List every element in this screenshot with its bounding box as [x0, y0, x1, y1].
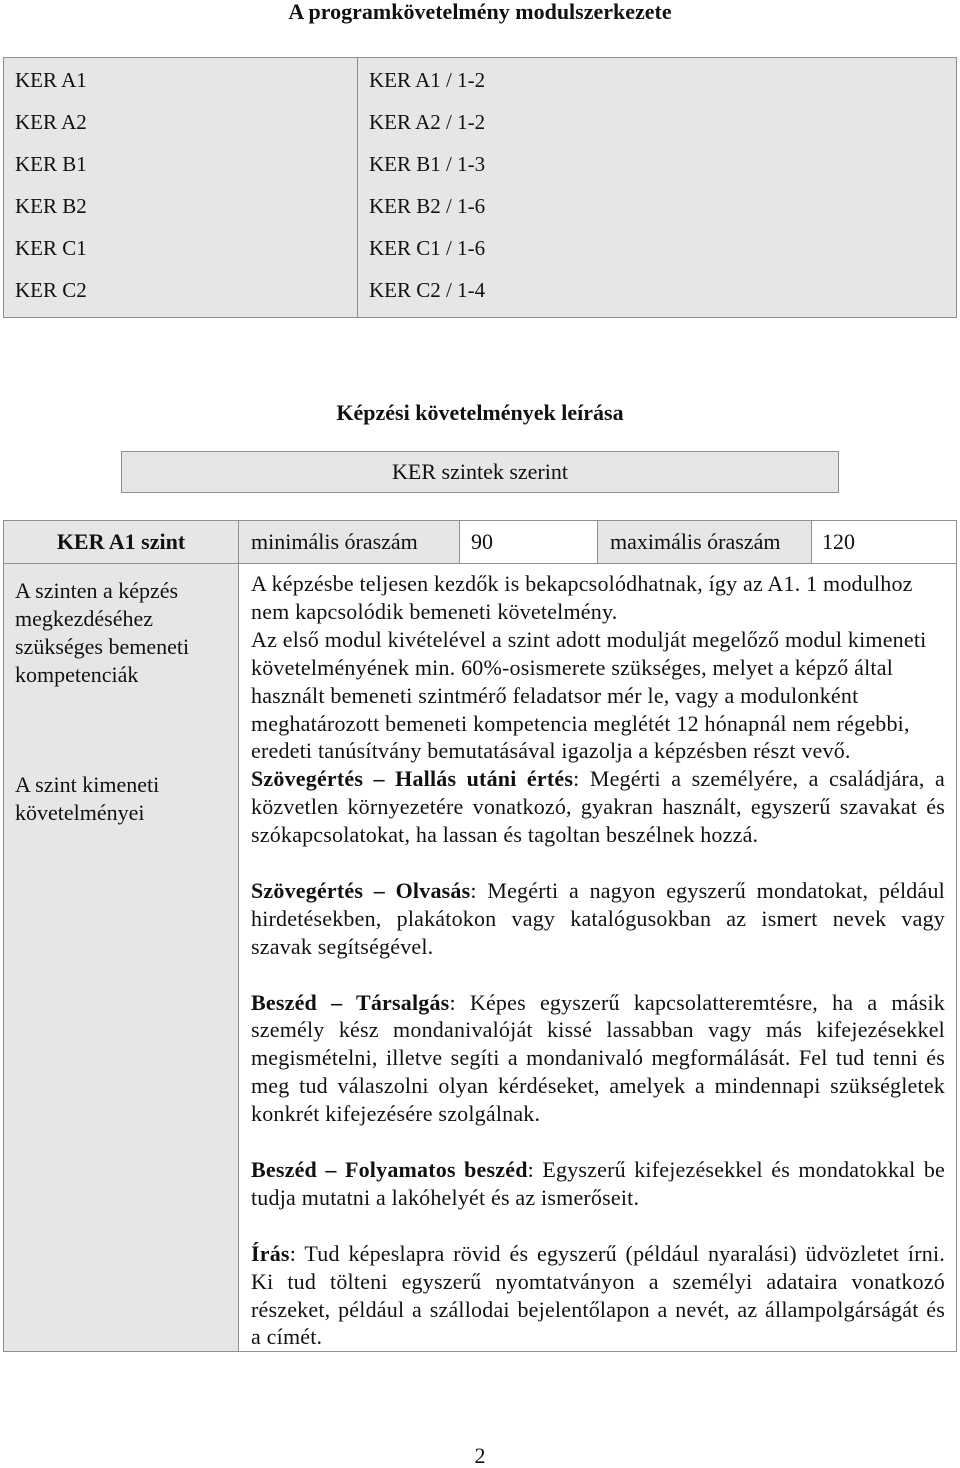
text-line: nem kapcsolódik bemeneti követelmény. — [251, 598, 618, 624]
table-row — [4, 101, 956, 143]
modules-cell: KER C1 / 1-6 — [369, 236, 486, 260]
row-content-cell — [239, 765, 956, 1351]
label-line: megkezdéséhez — [15, 605, 154, 631]
skill-label: Szövegértés – Olvasás — [251, 877, 471, 903]
text-run: : Egyszerű kifejezésekkel és mondatokkal be — [527, 1156, 945, 1182]
text-line: használt bemeneti szintmérő feladatsor mér le, vagy a modulonként — [251, 682, 859, 708]
skill-paragraph-reading — [251, 877, 945, 961]
skill-label: Szövegértés – Hallás utáni értés — [251, 766, 574, 792]
text-line: konkrét kifejezésére szolgálnak. — [251, 1101, 541, 1127]
row-label-cell — [4, 765, 239, 1351]
module-structure-table — [3, 57, 957, 318]
modules-cell: KER B2 / 1-6 — [369, 194, 486, 218]
table-row — [4, 59, 956, 101]
skill-paragraph-speaking — [251, 1156, 945, 1212]
output-requirements-row — [4, 765, 956, 1351]
text-line: tudja mutatni a lakóhelyét és az ismerőseit. — [251, 1184, 640, 1210]
text-line: követelményének min. 60%-osismerete szükséges, melyet a képző által — [251, 654, 894, 680]
text-run: : Képes egyszerű kapcsolatteremtésre, ha a másik — [449, 989, 945, 1015]
modules-cell: KER C2 / 1-4 — [369, 278, 486, 302]
page-number: 2 — [474, 1443, 486, 1468]
row-label-cell — [4, 564, 239, 765]
modules-cell: KER B1 / 1-3 — [369, 152, 486, 176]
modules-cell: KER A1 / 1-2 — [369, 68, 486, 92]
skill-paragraph-writing — [251, 1240, 945, 1352]
text-line: meghatározott bemeneti kompetencia meglétét 12 hónapnál nem régebbi, — [251, 710, 910, 736]
table-row — [4, 269, 956, 311]
text-line: a címét. — [251, 1324, 323, 1350]
row-content-cell — [239, 564, 956, 765]
text-line: szavak segítségével. — [251, 933, 434, 959]
level-cell: KER B2 — [15, 194, 87, 218]
text-run: : Megérti a nagyon egyszerű mondatokat, például — [470, 877, 945, 903]
text-line — [251, 1156, 945, 1184]
min-hours-label-cell: minimális óraszám — [239, 521, 460, 563]
text-line: meg tud válaszolni olyan kérdéseket, amelyek a mindennapi szükségletek — [251, 1073, 945, 1099]
text-run: : Tud képeslapra rövid és egyszerű (például nyaralási) üdvözletet írni. — [289, 1240, 945, 1266]
level-cell: KER A2 — [15, 110, 87, 134]
skill-label: Írás — [251, 1240, 290, 1266]
text-line: részeket, például a szállodai bejelentőlapon a nevét, az állampolgárságát és — [251, 1296, 945, 1322]
section-heading: Képzési követelmények leírása — [336, 400, 624, 425]
text-line — [251, 1240, 945, 1268]
table-row — [4, 143, 956, 185]
text-line — [251, 989, 945, 1017]
text-line: eredeti tanúsítvány bemutatásával igazolja a képzésben részt vevő. — [251, 738, 851, 764]
text-line: Az első modul kivételével a szint adott modulját megelőző modul kimeneti — [251, 626, 927, 652]
table-row — [4, 185, 956, 227]
skill-paragraph-conversation — [251, 989, 945, 1129]
page-title: A programkövetelmény modulszerkezete — [288, 0, 672, 24]
requirements-table — [3, 520, 957, 1352]
level-cell: KER C1 — [15, 236, 87, 260]
skill-label: Beszéd – Társalgás — [251, 989, 450, 1015]
table-row — [4, 227, 956, 269]
text-line: megismételni, illetve segíti a mondanivaló megformálását. Fel tud tenni és — [251, 1045, 945, 1071]
max-hours-label-cell: maximális óraszám — [598, 521, 812, 563]
label-line: kompetenciák — [15, 661, 139, 687]
min-hours-value-cell: 90 — [460, 521, 598, 563]
text-line: Ki tud tölteni egyszerű nyomtatványon a személyi adataira vonatkozó — [251, 1268, 945, 1294]
label-line: A szint kimeneti — [15, 772, 160, 798]
level-cell: KER B1 — [15, 152, 87, 176]
label-line: szükséges bemeneti — [15, 633, 190, 659]
text-line — [251, 877, 945, 905]
max-hours-value-cell: 120 — [822, 529, 855, 554]
input-competencies-row — [4, 564, 956, 765]
label-line: A szinten a képzés — [15, 578, 179, 603]
level-header-cell: KER A1 szint — [4, 521, 239, 563]
header-row — [4, 521, 956, 564]
column-divider — [357, 58, 358, 317]
text-line: szókapcsolatokat, ha lassan és tagoltan beszélnek hozzá. — [251, 822, 759, 848]
level-cell: KER A1 — [15, 68, 87, 92]
level-cell: KER C2 — [15, 278, 87, 302]
text-line: A képzésbe teljesen kezdők is bekapcsolódhatnak, így az A1. 1 modulhoz — [251, 571, 913, 596]
text-line — [251, 765, 945, 793]
skill-paragraph-listening — [251, 765, 945, 849]
skill-label: Beszéd – Folyamatos beszéd — [251, 1156, 528, 1182]
subheading-box: KER szintek szerint — [121, 451, 839, 493]
text-line: hirdetésekben, plakátokon vagy katalógusokban az ismert nevek vagy — [251, 905, 945, 931]
modules-cell: KER A2 / 1-2 — [369, 110, 486, 134]
text-run: : Megérti a személyére, a családjára, a — [573, 766, 945, 792]
label-line: követelményei — [15, 800, 145, 826]
text-line: személy kész mondanivalóját kissé lassabban vagy más kifejezésekkel — [251, 1017, 945, 1043]
text-line: közvetlen környezetére vonatkozó, gyakran használt, egyszerű szavakat és — [251, 794, 945, 820]
